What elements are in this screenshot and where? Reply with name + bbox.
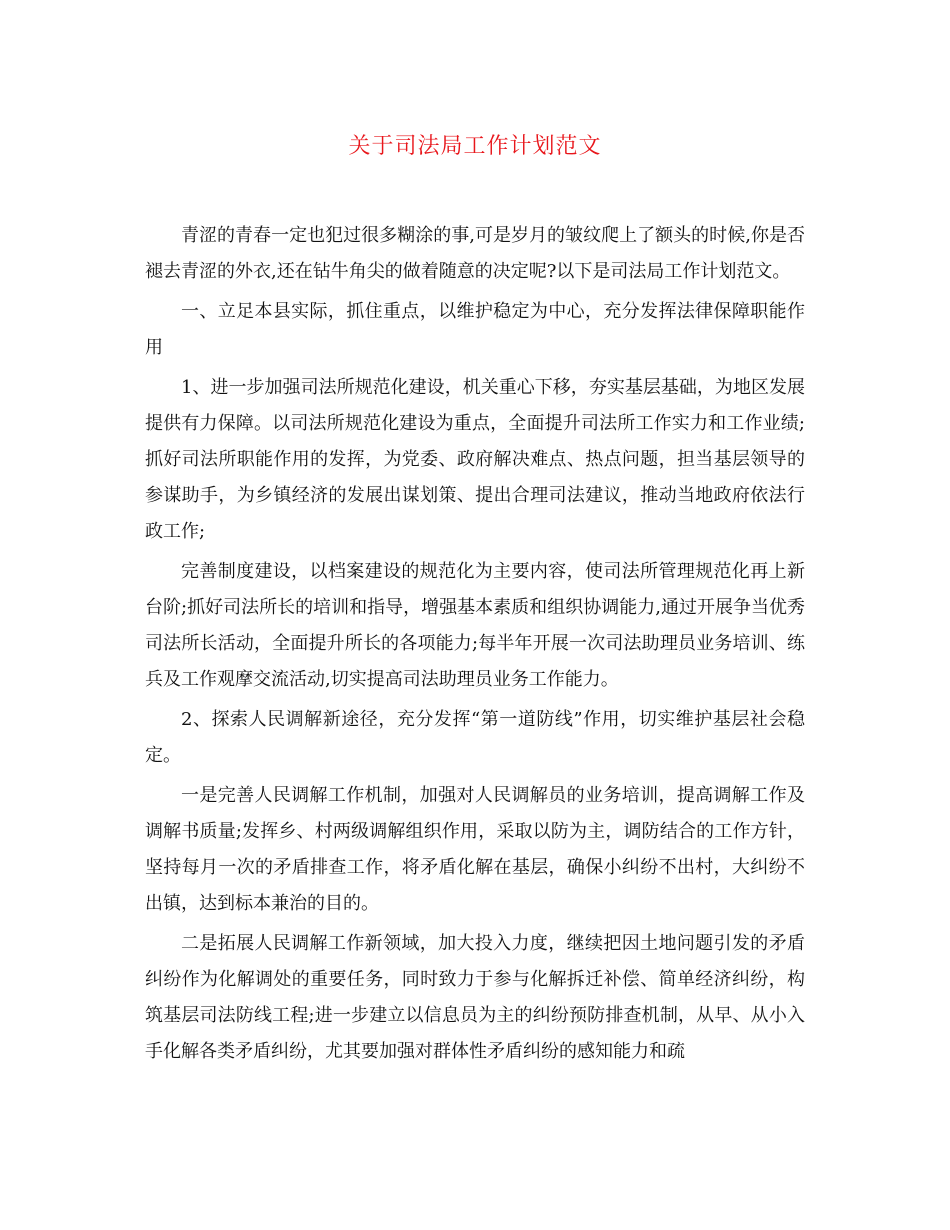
paragraph-system-building: 完善制度建设，以档案建设的规范化为主要内容，使司法所管理规范化再上新台阶;抓好司法所长的培训和指导，增强基本素质和组织协调能力,通过开展争当优秀司法所长活动，全面提升所长的各项能力;每半年开展一次司法助理员业务培训、练兵及工作观摩交流活动,切实提高司法助理员业务工作能力。 — [145, 561, 805, 690]
paragraph-intro: 青涩的青春一定也犯过很多糊涂的事,可是岁月的皱纹爬上了额头的时候,你是否褪去青涩的外衣,还在钻牛角尖的做着随意的决定呢?以下是司法局工作计划范文。 — [145, 225, 805, 282]
paragraph-item-one: 1、进一步加强司法所规范化建设，机关重心下移，夯实基层基础，为地区发展提供有力保障。以司法所规范化建设为重点，全面提升司法所工作实力和工作业绩;抓好司法所职能作用的发挥，为党委、政府解决难点、热点问题，担当基层领导的参谋助手，为乡镇经济的发展出谋划策、提出合理司法建议，推动当地政府依法行政工作; — [145, 377, 805, 542]
document-body — [145, 218, 805, 1074]
paragraph-item-two: 2、探索人民调解新途径，充分发挥“第一道防线”作用，切实维护基层社会稳定。 — [145, 709, 805, 766]
paragraph-point-two: 二是拓展人民调解工作新领域，加大投入力度，继续把因土地问题引发的矛盾纠纷作为化解调处的重要任务，同时致力于参与化解拆迁补偿、简单经济纠纷，构筑基层司法防线工程;进一步建立以信息员为主的纠纷预防排查机制，从早、从小入手化解各类矛盾纠纷，尤其要加强对群体性矛盾纠纷的感知能力和疏 — [145, 933, 805, 1062]
document-title: 关于司法局工作计划范文 — [348, 134, 602, 159]
paragraph-section-one-heading: 一、立足本县实际，抓住重点，以维护稳定为中心，充分发挥法律保障职能作用 — [145, 301, 805, 358]
paragraph-point-one: 一是完善人民调解工作机制，加强对人民调解员的业务培训，提高调解工作及调解书质量;发挥乡、村两级调解组织作用，采取以防为主，调防结合的工作方针，坚持每月一次的矛盾排查工作，将矛盾化解在基层，确保小纠纷不出村，大纠纷不出镇，达到标本兼治的目的。 — [145, 785, 805, 914]
